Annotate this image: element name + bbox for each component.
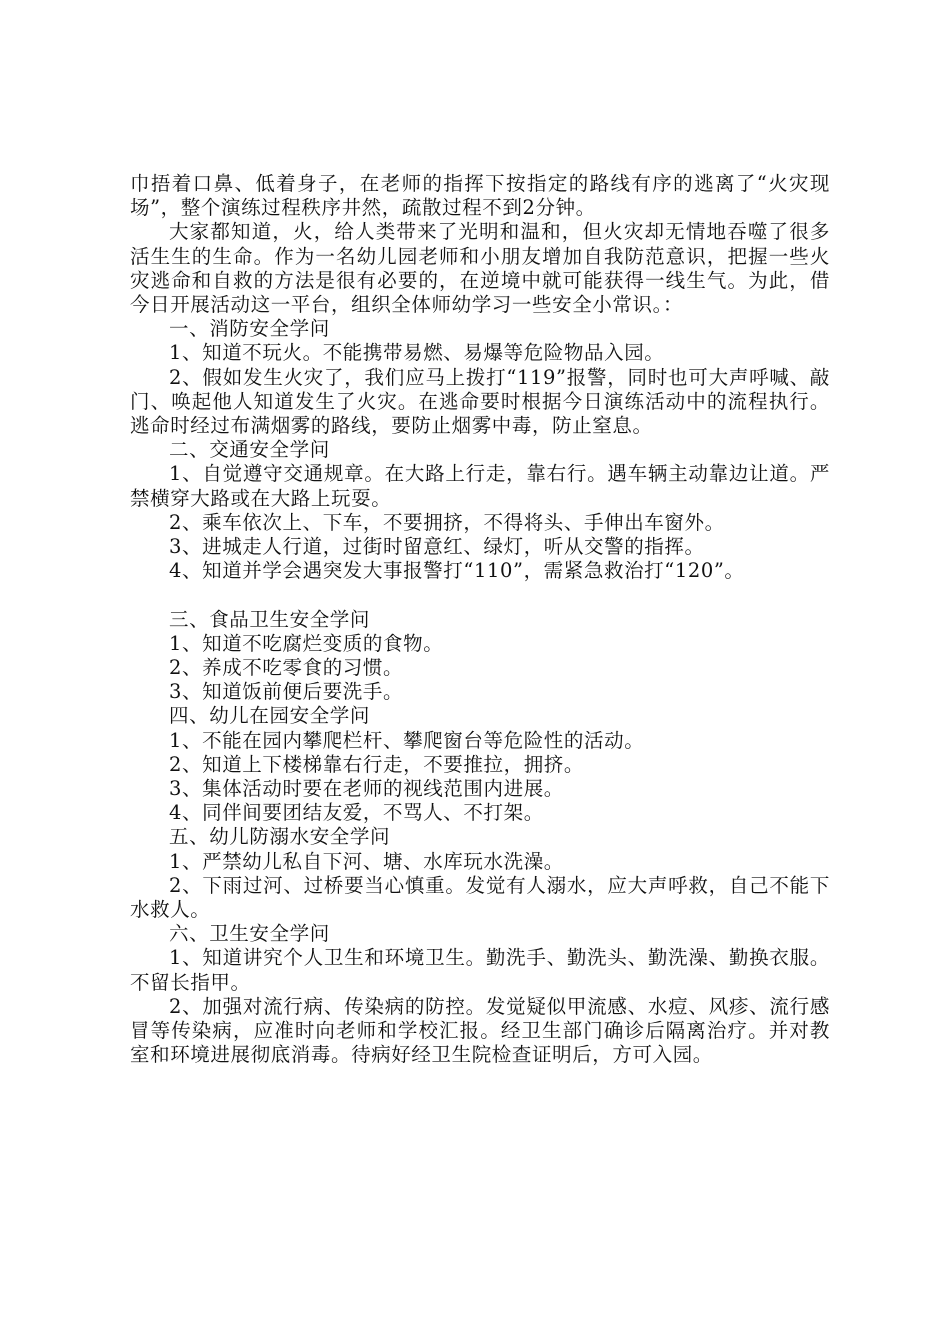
list-item: 1、自觉遵守交通规章。在大路上行走，靠右行。遇车辆主动靠边让道。严禁横穿大路或在大路上玩耍。 (130, 462, 830, 510)
list-item: 2、假如发生火灾了，我们应马上拨打“119”报警，同时也可大声呼喊、敲门、唤起他人知道发生了火灾。在逃命要时根据今日演练活动中的流程执行。逃命时经过布满烟雾的路线，要防止烟雾中毒，防止窒息。 (130, 365, 830, 438)
section-heading: 五、幼儿防溺水安全学问 (169, 825, 391, 849)
section-heading: 二、交通安全学问 (169, 438, 330, 462)
list-item: 2、知道上下楼梯靠右行走，不要推拉，拥挤。 (169, 752, 585, 776)
list-item: 2、下雨过河、过桥要当心慎重。发觉有人溺水，应大声呼救，自己不能下水救人。 (130, 873, 830, 922)
list-item: 1、不能在园内攀爬栏杆、攀爬窗台等危险性的活动。 (169, 728, 645, 752)
list-item: 2、加强对流行病、传染病的防控。发觉疑似甲流感、水痘、风疹、流行感冒等传染病，应准时向老师和学校汇报。经卫生部门确诊后隔离治疗。并对教室和环境进展彻底消毒。待病好经卫生院检查证明后，方可入园。 (130, 994, 830, 1067)
list-item: 4、知道并学会遇突发大事报警打“110”，需紧急救治打“120”。 (169, 559, 745, 583)
list-item: 1、严禁幼儿私自下河、塘、水库玩水洗澡。 (169, 849, 564, 873)
paragraph: 巾捂着口鼻、低着身子，在老师的指挥下按指定的路线有序的逃离了“火灾现场”，整个演练过程秩序井然，疏散过程不到2分钟。 (130, 172, 830, 220)
list-item: 2、乘车依次上、下车，不要拥挤，不得将头、手伸出车窗外。 (169, 510, 725, 534)
section-heading: 六、卫生安全学问 (169, 922, 330, 946)
list-item: 3、集体活动时要在老师的视线范围内进展。 (169, 777, 564, 801)
list-item: 4、同伴间要团结友爱，不骂人、不打架。 (169, 801, 544, 825)
list-item: 2、养成不吃零食的习惯。 (169, 656, 404, 680)
section-heading: 一、消防安全学问 (169, 317, 330, 341)
list-item: 3、进城走人行道，过街时留意红、绿灯，听从交警的指挥。 (169, 535, 705, 559)
list-item: 1、知道不吃腐烂变质的食物。 (169, 631, 444, 655)
document-body (130, 172, 830, 1068)
list-item: 1、知道讲究个人卫生和环境卫生。勤洗手、勤洗头、勤洗澡、勤换衣服。不留长指甲。 (130, 946, 830, 994)
section-heading: 三、食品卫生安全学问 (169, 607, 371, 631)
list-item: 1、知道不玩火。不能携带易燃、易爆等危险物品入园。 (169, 341, 665, 365)
paragraph: 大家都知道，火，给人类带来了光明和温和，但火灾却无情地吞噬了很多活生生的生命。作为一名幼儿园老师和小朋友增加自我防范意识，把握一些火灾逃命和自救的方法是很有必要的，在逆境中就可能获得一线生气。为此，借今日开展活动这一平台，组织全体师幼学习一些安全小常识。： (130, 220, 830, 317)
section-heading: 四、幼儿在园安全学问 (169, 704, 371, 728)
list-item: 3、知道饭前便后要洗手。 (169, 680, 404, 704)
blank-line (130, 583, 830, 607)
